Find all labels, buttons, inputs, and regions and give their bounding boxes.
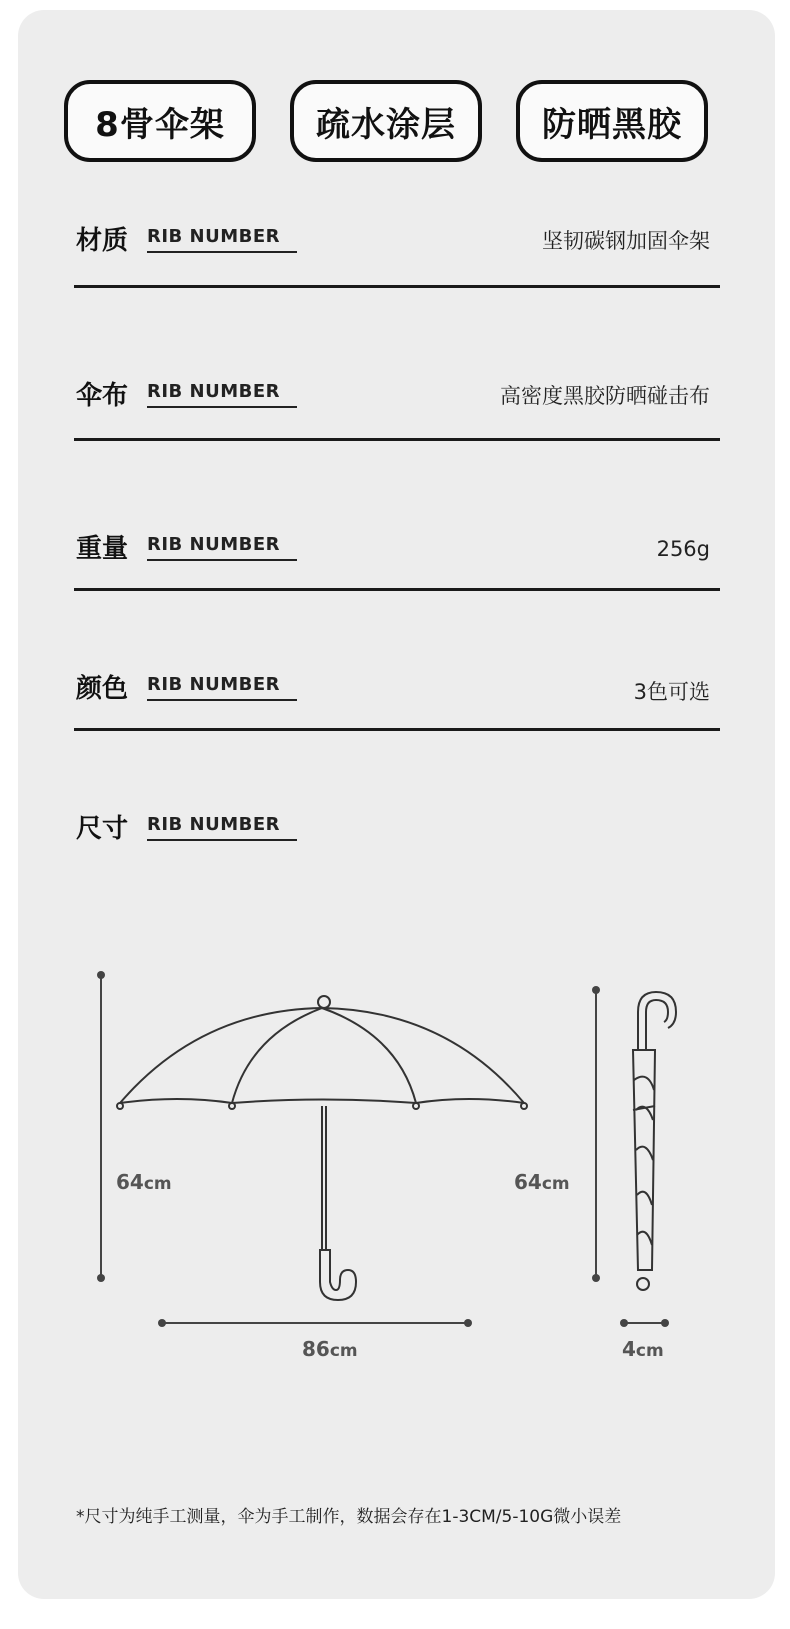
open-width-value: 86	[302, 1337, 330, 1361]
size-tag: RIB NUMBER	[147, 814, 297, 841]
closed-height-label	[514, 1170, 570, 1194]
feature-pill-ribs: 8骨伞架	[64, 80, 256, 162]
open-height-label	[116, 1170, 172, 1194]
unit: cm	[143, 1174, 172, 1194]
row-tag-color: RIB NUMBER	[147, 674, 297, 701]
dimension-endpoint	[661, 1319, 669, 1327]
unit: cm	[541, 1174, 570, 1194]
row-tag-weight: RIB NUMBER	[147, 534, 297, 561]
measurement-note: *尺寸为纯手工测量，伞为手工制作，数据会存在1-3CM/5-10G微小误差	[76, 1507, 622, 1527]
row-title-weight: 重量	[76, 534, 129, 564]
dimension-endpoint	[158, 1319, 166, 1327]
dimension-endpoint	[592, 986, 600, 994]
dimension-endpoint	[620, 1319, 628, 1327]
row-value-weight: 256g	[656, 537, 710, 561]
size-title: 尺寸	[76, 814, 129, 844]
row-title-material: 材质	[76, 226, 129, 256]
unit: cm	[635, 1341, 664, 1361]
row-tag-material: RIB NUMBER	[147, 226, 297, 253]
dimension-endpoint	[97, 1274, 105, 1282]
dimension-endpoint	[464, 1319, 472, 1327]
dimension-endpoint	[592, 1274, 600, 1282]
row-tag-fabric: RIB NUMBER	[147, 381, 297, 408]
open-width-label	[302, 1337, 358, 1361]
closed-width-label	[622, 1337, 664, 1361]
row-title-color: 颜色	[76, 674, 129, 704]
feature-pill-coating: 疏水涂层	[290, 80, 482, 162]
feature-pill-uv-coating: 防晒黑胶	[516, 80, 708, 162]
open-height-value: 64	[116, 1170, 144, 1194]
row-value-color: 3色可选	[633, 680, 710, 704]
open-umbrella-canopy	[120, 1008, 524, 1103]
unit: cm	[329, 1341, 358, 1361]
closed-width-value: 4	[622, 1337, 636, 1361]
open-umbrella-handle	[320, 1250, 356, 1300]
row-value-material: 坚韧碳钢加固伞架	[542, 229, 710, 253]
closed-height-value: 64	[514, 1170, 542, 1194]
dimension-endpoint	[97, 971, 105, 979]
row-value-fabric: 高密度黑胶防晒碰击布	[500, 384, 710, 408]
row-title-fabric: 伞布	[76, 381, 129, 411]
